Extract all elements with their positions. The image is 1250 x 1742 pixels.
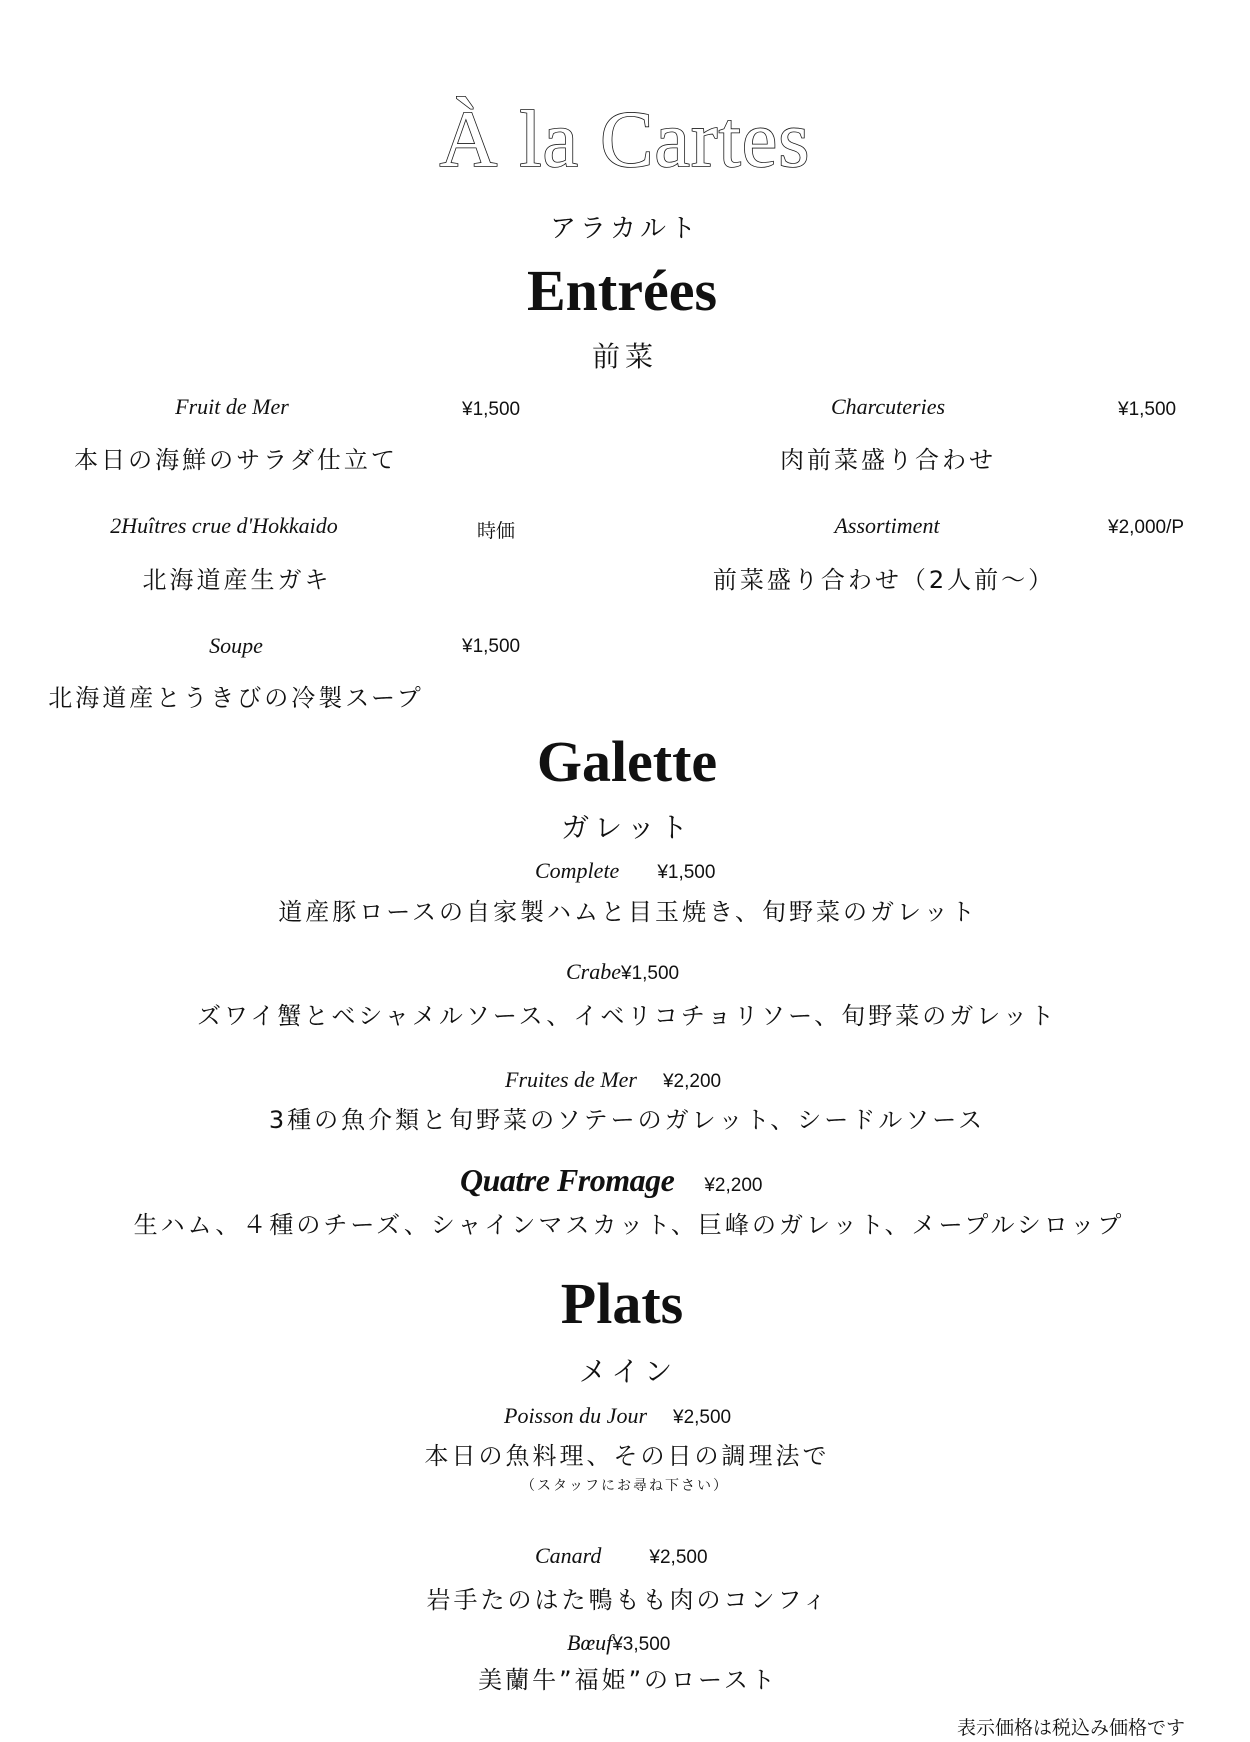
item-name-soupe: Soupe [209, 633, 263, 658]
item-desc-quatre-fromage: 生ハム、４種のチーズ、シャインマスカット、巨峰のガレット、メープルシロップ [133, 1211, 1125, 1239]
menu-subtitle: アラカルト [549, 214, 701, 244]
item-desc-poisson: 本日の魚料理、その日の調理法で [424, 1442, 830, 1470]
item-name-huitres: 2Huîtres crue d'Hokkaido [110, 513, 338, 538]
item-name-fruit-de-mer: Fruit de Mer [175, 394, 289, 419]
item-header-complete [535, 858, 715, 884]
item-desc-boeuf: 美蘭牛”福姫”のロースト [478, 1666, 778, 1694]
section-heading-plats: Plats [560, 1271, 684, 1336]
item-desc-charcuteries: 肉前菜盛り合わせ [780, 446, 996, 474]
item-header-poisson [504, 1403, 731, 1429]
item-name-quatre-fromage: Quatre Fromage [460, 1162, 675, 1198]
section-heading-entrees: Entrées [526, 258, 718, 323]
item-desc-huitres: 北海道産生ガキ [142, 566, 332, 594]
item-price-boeuf: ¥3,500 [612, 1634, 671, 1655]
item-name-crabe: Crabe [566, 959, 621, 984]
item-desc-canard: 岩手たのはた鴨もも肉のコンフィ [426, 1586, 830, 1614]
item-desc-soupe: 北海道産とうきびの冷製スープ [48, 684, 424, 712]
item-desc-fruites-de-mer: 3種の魚介類と旬野菜のソテーのガレット、シードルソース [268, 1106, 986, 1134]
item-desc-assortiment: 前菜盛り合わせ（2人前〜） [712, 566, 1056, 594]
section-subheading-plats: メイン [578, 1355, 678, 1388]
item-name-canard: Canard [535, 1543, 602, 1568]
item-price-quatre-fromage: ¥2,200 [704, 1175, 763, 1196]
section-subheading-galette: ガレット [561, 811, 693, 844]
item-price-fruit-de-mer: ¥1,500 [462, 399, 521, 420]
tax-note: 表示価格は税込み価格です [957, 1717, 1186, 1739]
item-name-poisson: Poisson du Jour [504, 1403, 647, 1428]
section-subheading-entrees: 前菜 [591, 340, 659, 373]
section-heading-galette: Galette [536, 729, 718, 794]
item-price-crabe: ¥1,500 [621, 963, 680, 984]
item-price-canard: ¥2,500 [649, 1547, 708, 1568]
item-header-quatre-fromage [460, 1162, 762, 1199]
item-note-poisson: （スタッフにお尋ね下さい） [521, 1478, 729, 1494]
item-header-canard [535, 1543, 708, 1569]
item-desc-complete: 道産豚ロースの自家製ハムと目玉焼き、旬野菜のガレット [278, 898, 978, 926]
item-desc-fruit-de-mer: 本日の海鮮のサラダ仕立て [74, 446, 398, 474]
item-name-complete: Complete [535, 858, 620, 883]
item-header-crabe [566, 959, 679, 985]
item-name-charcuteries: Charcuteries [830, 394, 946, 419]
item-price-assortiment: ¥2,000/P [1108, 517, 1185, 538]
item-header-fruites-de-mer [505, 1067, 721, 1093]
item-price-huitres: 時価 [477, 520, 516, 542]
item-price-poisson: ¥2,500 [673, 1407, 732, 1428]
item-price-complete: ¥1,500 [657, 862, 716, 883]
item-price-fruites-de-mer: ¥2,200 [662, 1071, 722, 1092]
menu-title: À la Cartes [439, 96, 811, 184]
item-desc-crabe: ズワイ蟹とベシャメルソース、イベリコチョリソー、旬野菜のガレット [197, 1002, 1057, 1030]
item-header-boeuf [567, 1630, 670, 1656]
item-name-assortiment: Assortiment [834, 513, 940, 538]
item-name-fruites-de-mer: Fruites de Mer [505, 1067, 637, 1092]
item-price-soupe: ¥1,500 [462, 636, 521, 657]
item-name-boeuf: Bœuf [567, 1630, 613, 1655]
item-price-charcuteries: ¥1,500 [1118, 399, 1177, 420]
